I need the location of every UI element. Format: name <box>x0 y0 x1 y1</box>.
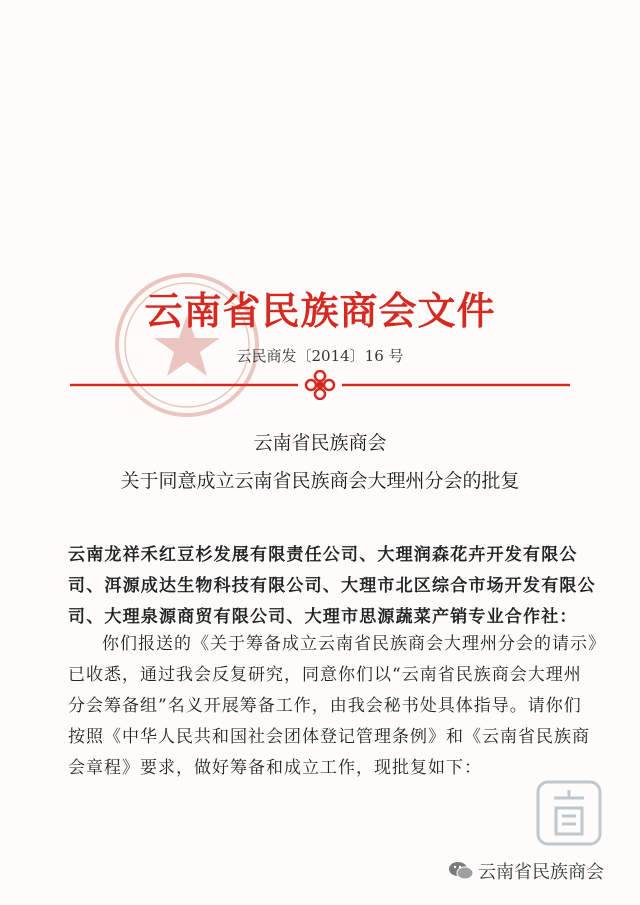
recipients-line: 司、洱源成达生物科技有限公司、大理市北区综合市场开发有限公 <box>68 576 596 596</box>
body-line: 你们报送的《关于筹备成立云南省民族商会大理州分会的请示》 <box>102 634 606 654</box>
document-number: 云民商发〔2014〕16 号 <box>236 347 404 365</box>
body-line: 会章程》要求，做好筹备和成立工作，现批复如下： <box>68 758 482 778</box>
body-paragraph <box>68 629 606 784</box>
chamber-logo-icon <box>534 778 604 848</box>
body-line: 已收悉，通过我会反复研究，同意你们以“云南省民族商会大理州 <box>68 665 582 685</box>
body-line: 分会筹备组”名义开展筹备工作，由我会秘书处具体指导。请你们 <box>68 696 582 716</box>
wechat-icon <box>448 858 474 884</box>
footer-account-label: 云南省民族商会 <box>478 862 604 883</box>
subject-line-1: 云南省民族商会 <box>253 432 387 454</box>
body-line: 按照《中华人民共和国社会团体登记管理条例》和《云南省民族商 <box>68 727 590 747</box>
red-divider-ornament <box>70 370 570 400</box>
subject-line-2: 关于同意成立云南省民族商会大理州分会的批复 <box>120 470 520 492</box>
recipients-paragraph <box>68 540 596 633</box>
recipients-line: 司、大理泉源商贸有限公司、大理市思源蔬菜产销专业合作社： <box>68 607 578 627</box>
recipients-line: 云南龙祥禾红豆杉发展有限责任公司、大理润森花卉开发有限公 <box>68 545 578 565</box>
document-header-title: 云南省民族商会文件 <box>144 288 496 333</box>
